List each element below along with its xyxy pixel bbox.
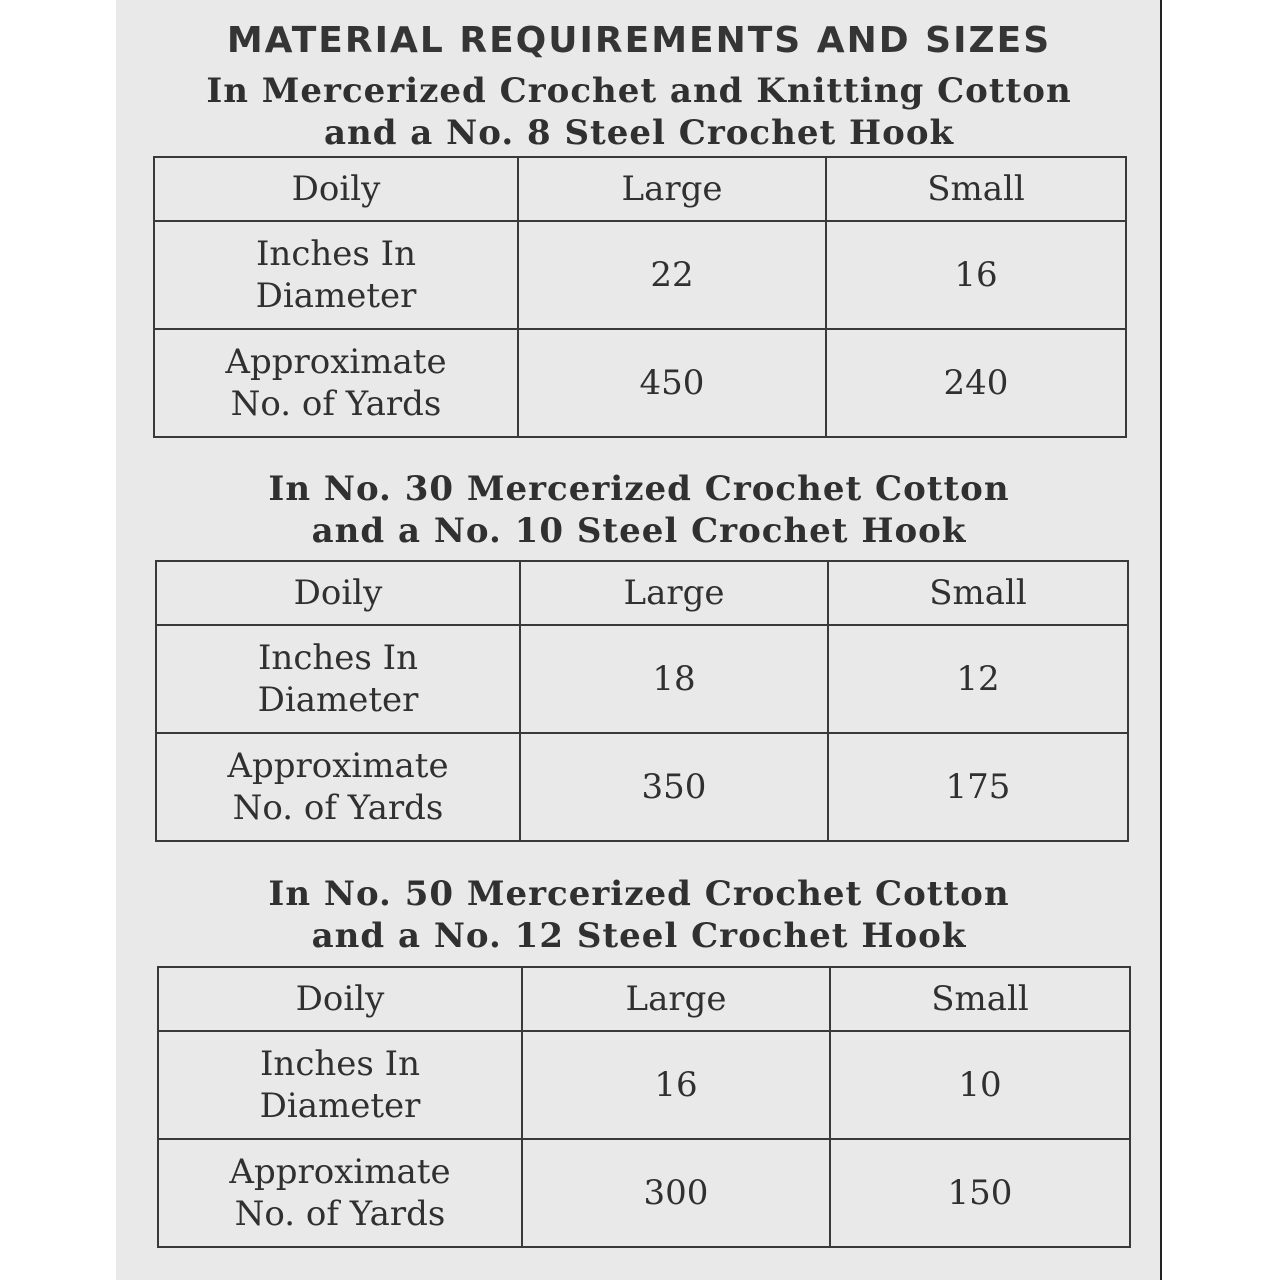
cell-small-diameter: 10 [830, 1031, 1130, 1139]
header-small: Small [830, 967, 1130, 1031]
table-row-diameter [158, 1031, 1130, 1139]
row-label-line-2: No. of Yards [232, 788, 444, 828]
cell-large-diameter: 16 [522, 1031, 830, 1139]
section-3-subtitle-line-1: In No. 50 Mercerized Crochet Cotton [268, 874, 1010, 914]
row-label-line-1: Inches In [256, 234, 416, 274]
section-2-table [155, 560, 1129, 842]
cell-small-yards: 240 [826, 329, 1126, 437]
row-label-yards [158, 1139, 522, 1247]
cell-small-diameter: 12 [828, 625, 1128, 733]
row-label-yards [156, 733, 520, 841]
row-label-line-2: Diameter [255, 276, 417, 316]
table-header-row [156, 561, 1128, 625]
row-label-line-2: No. of Yards [234, 1194, 446, 1234]
cell-small-diameter: 16 [826, 221, 1126, 329]
section-1-subtitle-line-1: In Mercerized Crochet and Knitting Cotton [206, 71, 1072, 111]
row-label-line-1: Approximate [229, 1152, 451, 1192]
row-label-line-1: Approximate [225, 342, 447, 382]
section-3-subtitle-line-2: and a No. 12 Steel Crochet Hook [311, 916, 967, 956]
section-3-table [157, 966, 1131, 1248]
section-1-subtitle-line-2: and a No. 8 Steel Crochet Hook [323, 113, 955, 153]
row-label-diameter [154, 221, 518, 329]
row-label-line-2: Diameter [257, 680, 419, 720]
row-label-diameter [156, 625, 520, 733]
header-large: Large [520, 561, 828, 625]
table-row-yards [156, 733, 1128, 841]
row-label-line-2: No. of Yards [230, 384, 442, 424]
header-large: Large [518, 157, 826, 221]
page-title: MATERIAL REQUIREMENTS AND SIZES [226, 20, 1052, 61]
header-large: Large [522, 967, 830, 1031]
row-label-line-1: Inches In [258, 638, 418, 678]
section-2-subtitle-line-2: and a No. 10 Steel Crochet Hook [311, 511, 967, 551]
header-small: Small [826, 157, 1126, 221]
cell-large-yards: 450 [518, 329, 826, 437]
cell-small-yards: 150 [830, 1139, 1130, 1247]
section-2-subtitle [116, 468, 1162, 552]
table-header-row [158, 967, 1130, 1031]
cell-large-diameter: 18 [520, 625, 828, 733]
row-label-line-1: Inches In [260, 1044, 420, 1084]
header-doily: Doily [154, 157, 518, 221]
table-row-yards [154, 329, 1126, 437]
table-row-yards [158, 1139, 1130, 1247]
row-label-diameter [158, 1031, 522, 1139]
cell-small-yards: 175 [828, 733, 1128, 841]
row-label-line-2: Diameter [259, 1086, 421, 1126]
cell-large-yards: 350 [520, 733, 828, 841]
header-small: Small [828, 561, 1128, 625]
row-label-yards [154, 329, 518, 437]
header-doily: Doily [156, 561, 520, 625]
document-page [116, 0, 1162, 1280]
section-2-subtitle-line-1: In No. 30 Mercerized Crochet Cotton [268, 469, 1010, 509]
section-1-table [153, 156, 1127, 438]
table-row-diameter [156, 625, 1128, 733]
cell-large-yards: 300 [522, 1139, 830, 1247]
table-header-row [154, 157, 1126, 221]
cell-large-diameter: 22 [518, 221, 826, 329]
row-label-line-1: Approximate [227, 746, 449, 786]
section-3-subtitle [116, 873, 1162, 957]
section-1-subtitle [116, 70, 1162, 154]
header-doily: Doily [158, 967, 522, 1031]
table-row-diameter [154, 221, 1126, 329]
